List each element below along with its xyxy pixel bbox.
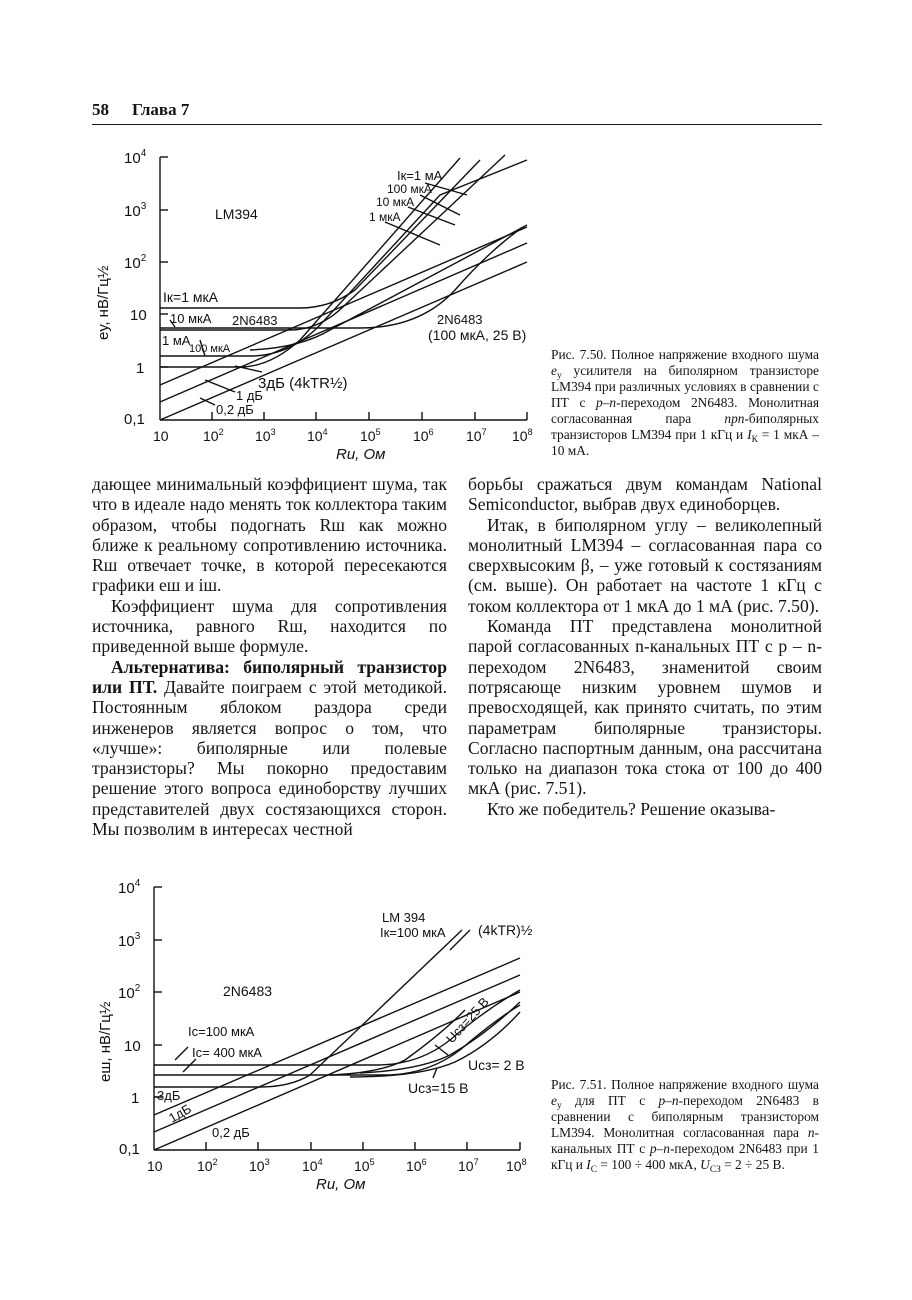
lm394-label: LM 394: [382, 910, 426, 925]
paragraph: дающее минимальный коэффициент шума, так что в идеале надо менять ток коллектора таким образом, чтобы подогнать Rш как можно ближе к реальному сопротивлению источника. Rш отвечает точке, в которой пересекаются графики eш и iш.: [92, 474, 447, 596]
chapter-title: Глава 7: [132, 100, 190, 119]
ik-1mka-label: Iк=1 мкА: [163, 289, 218, 305]
y-tick-0-1: 0,1: [124, 411, 145, 428]
y-tick-1e3: $10^3$: [124, 201, 147, 220]
x-tick-10: 10: [153, 428, 169, 444]
lm394-ik-label: Iк=100 мкА: [380, 925, 446, 940]
ic-400-label: Iс= 400 мкА: [192, 1045, 262, 1060]
paragraph: Итак, в биполярном углу – великолепный монолитный LM394 – согласованная пара со сверхвысоким β, – уже готовый к состязаниям (см. выше). Он работает на частоте 1 кГц с током коллектора от 1 мкА до 1 мА (рис. 7.50).: [468, 514, 822, 616]
y-tick-1e4: $10^4$: [124, 148, 147, 167]
x-axis-label: Rи, Ом: [316, 1176, 366, 1193]
x-tick-1e4: $10^4$: [307, 427, 328, 444]
y-tick-1e4: $10^4$: [118, 878, 141, 897]
x-tick-1e8: $10^8$: [506, 1157, 527, 1174]
x-tick-1e5: $10^5$: [360, 427, 381, 444]
ik-10mka-label: 10 мкА: [170, 311, 212, 326]
y-tick-1: 1: [131, 1090, 140, 1107]
r-ik-100mka-label: 100 мкА: [387, 182, 432, 196]
x-tick-1e6: $10^6$: [406, 1157, 427, 1174]
x-axis-label: Rи, Ом: [336, 446, 386, 463]
running-header: [92, 100, 822, 124]
db1-label: 1дБ: [166, 1100, 194, 1126]
y-axis-label: eу, нВ/Гц½: [96, 265, 112, 340]
x-tick-1e7: $10^7$: [458, 1157, 479, 1174]
ik-1ma-label: 1 мА: [162, 333, 191, 348]
y-tick-1e3: $10^3$: [118, 931, 141, 950]
db3-label: 3дБ: [157, 1088, 181, 1103]
x-tick-1e3: $10^3$: [255, 427, 276, 444]
fet-note-1: 2N6483: [437, 312, 483, 327]
x-tick-1e6: $10^6$: [413, 427, 434, 444]
y-tick-10: 10: [124, 1038, 141, 1055]
y-tick-0-1: 0,1: [119, 1141, 140, 1158]
device-label: LM394: [215, 206, 258, 222]
fet-label: 2N6483: [232, 313, 278, 328]
header-rule: [92, 124, 822, 125]
r-ik-1ma-label: Iк=1 мА: [397, 168, 443, 183]
y-tick-1: 1: [136, 360, 145, 377]
r-ik-1mka-label: 1 мкА: [369, 210, 401, 224]
paragraph: Кто же победитель? Решение оказыва-: [487, 798, 776, 819]
page-number: 58: [92, 100, 109, 119]
x-tick-1e5: $10^5$: [354, 1157, 375, 1174]
paragraph: Альтернатива: биполярный транзистор или ПТ. Давайте поиграем с этой методикой. Постоянным яблоком раздора среди инженеров является вопрос о том, что «лучше»: биполярные или полевые транзисторы? Мы покорно предоставим решение этого вопроса единоборству лучших представителей двух состязающихся сторон. Мы позволим в интересах честной: [92, 656, 447, 840]
fet-note-2: (100 мкА, 25 В): [428, 327, 527, 343]
x-tick-1e2: $10^2$: [203, 427, 224, 444]
section-run-in-heading: Альтернатива: биполярный транзистор или ПТ.: [92, 656, 447, 697]
device-label: 2N6483: [223, 983, 273, 999]
figure-7-50-chart: [96, 140, 546, 470]
r-ik-10mka-label: 10 мкА: [376, 195, 415, 209]
x-tick-1e7: $10^7$: [466, 427, 487, 444]
paragraph: Коэффициент шума для сопротивления источника, равного Rш, находится по приведенной выше формуле.: [92, 595, 447, 657]
u2-label: Uсз= 2 В: [468, 1057, 525, 1073]
x-tick-1e2: $10^2$: [197, 1157, 218, 1174]
body-column-right: [468, 474, 822, 819]
ktr-label: (4kTR)½: [478, 922, 533, 938]
paragraph: борьбы сражаться двум командам National Semiconductor, выбрав двух единоборцев.: [468, 474, 822, 515]
figure-7-51-caption: Рис. 7.51. Полное напряжение входного шума $e_у$ для ПТ с p–n-переходом 2N6483 в сравнении с биполярным транзистором LM394. Монолитная согласованная пара n-канальных ПТ с p–n-переходом 2N6483 при 1 кГц и $I_С = 100 \div 400$ мкА, $U_{СЗ} = 2 \div 25$ В.: [551, 1077, 819, 1175]
db1-label: 1 дБ: [236, 388, 263, 403]
paragraph: Команда ПТ представлена монолитной парой согласованных n-канальных ПТ с p – n-переходом 2N6483, знаменитой своим потрясающе низким уровнем шумов и превосходящей, как принято считать, по этим параметрам биполярные транзисторы. Согласно паспортным данным, она рассчитана только на диапазон тока стока от 100 до 400 мкА (рис. 7.51).: [468, 616, 822, 799]
ik-100mka-label: 100 мкА: [189, 343, 231, 355]
db3-label: 3дБ (4kTR½): [258, 375, 348, 392]
body-column-left: [92, 474, 447, 839]
ic-100-label: Iс=100 мкА: [188, 1024, 255, 1039]
db02-label: 0,2 дБ: [216, 402, 254, 417]
figure-7-50-caption: Рис. 7.50. Полное напряжение входного шума $e_у$ усилителя на биполярном транзисторе LM394 при различных условиях в сравнении с ПТ с p–n-переходом 2N6483. Монолитная согласованная пара npn-биполярных транзисторов LM394 при 1 кГц и $I_К = 1$ мкА – 10 мА.: [551, 347, 819, 458]
x-tick-1e3: $10^3$: [249, 1157, 270, 1174]
x-tick-1e4: $10^4$: [302, 1157, 323, 1174]
y-tick-10: 10: [130, 307, 147, 324]
db02-label: 0,2 дБ: [212, 1125, 250, 1140]
figure-7-51-chart: [96, 870, 546, 1200]
u15-label: Uсз=15 В: [408, 1080, 469, 1096]
y-tick-1e2: $10^2$: [124, 253, 147, 272]
y-tick-1e2: $10^2$: [118, 983, 141, 1002]
x-tick-10: 10: [147, 1158, 163, 1174]
x-tick-1e8: $10^8$: [512, 427, 533, 444]
u25-label: Uсз=25 В: [443, 994, 492, 1047]
y-axis-label: eш, нВ/Гц½: [97, 1001, 114, 1082]
